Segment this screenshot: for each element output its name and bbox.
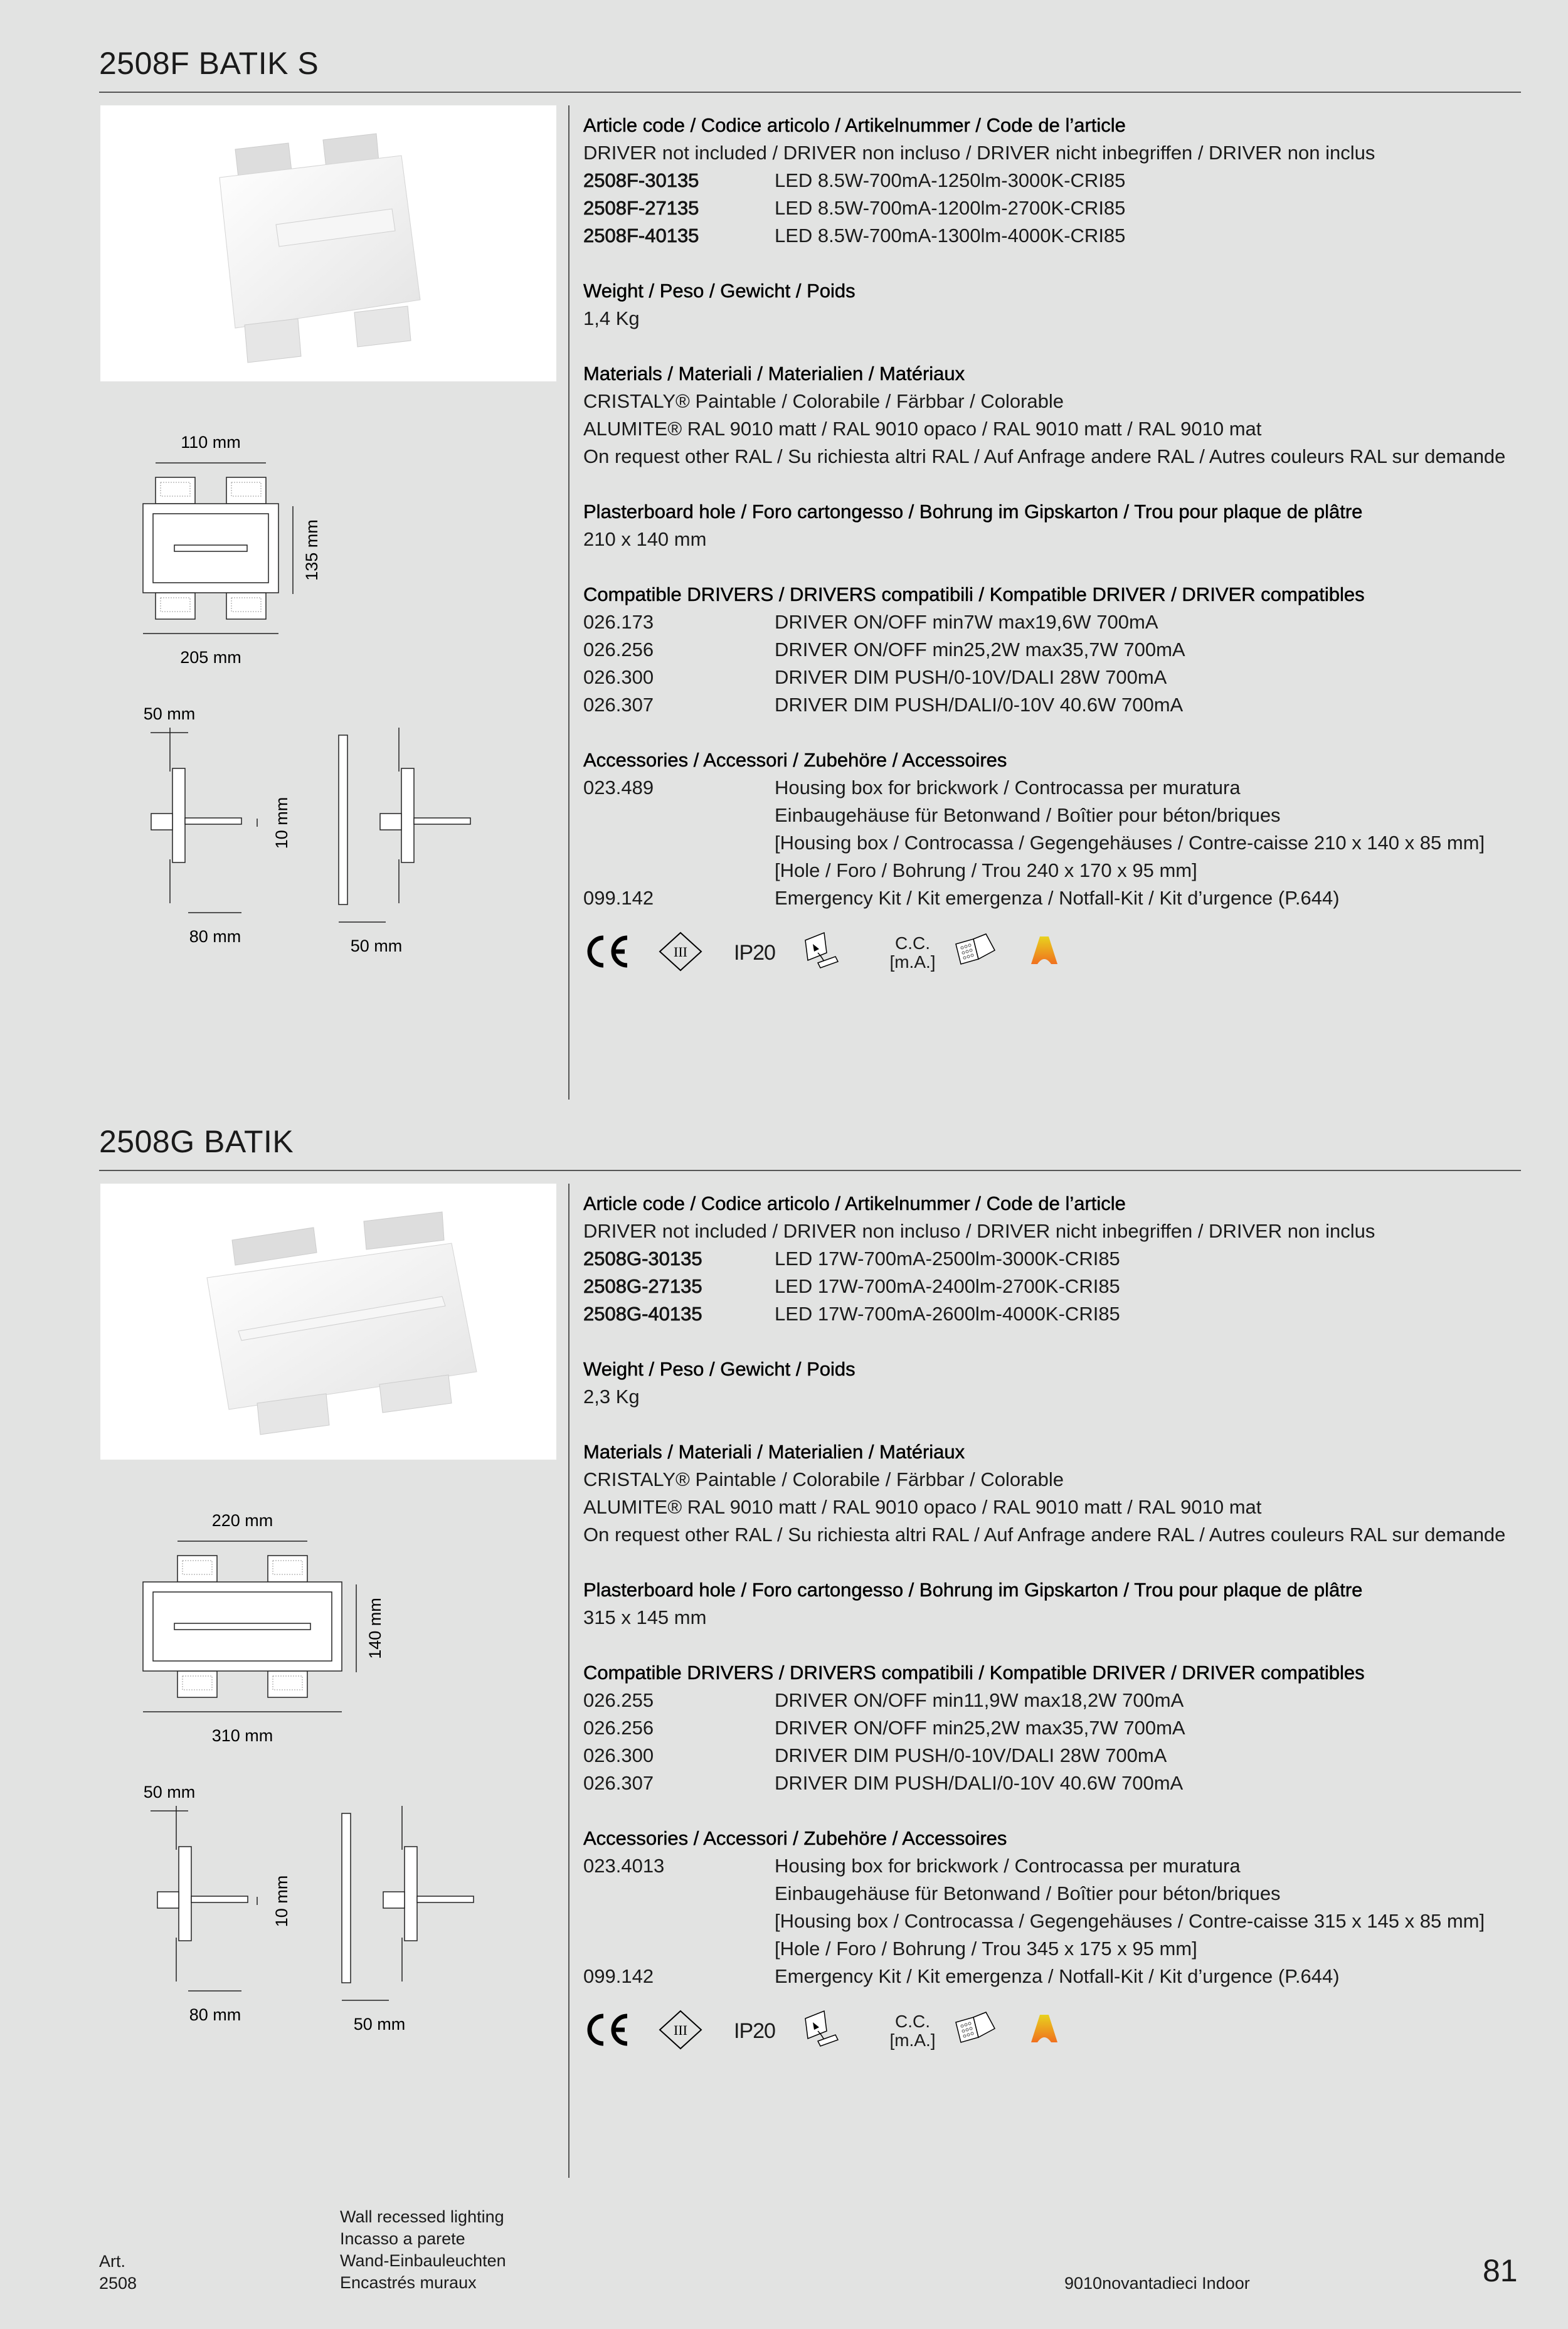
dimension-drawings xyxy=(0,0,564,1078)
accessories-description: [Hole / Foro / Bohrung / Trou 345 x 175 x 95 mm] xyxy=(775,1938,1197,1960)
accessories-description: Emergency Kit / Kit emergenza / Notfall-Kit / Kit d’urgence (P.644) xyxy=(775,1965,1340,1987)
class-iii-icon xyxy=(659,2010,734,2053)
spacer xyxy=(583,719,1524,746)
spacer xyxy=(583,1411,1524,1438)
article-heading: Article code / Codice articolo / Artikelnummer / Code de l’article xyxy=(583,114,1126,136)
article-description: LED 8.5W-700mA-1250lm-3000K-CRI85 xyxy=(775,169,1126,191)
ip-rating xyxy=(734,941,803,965)
spacer xyxy=(583,332,1524,360)
remote-driver-icon xyxy=(803,2010,872,2053)
spacer xyxy=(583,1797,1524,1825)
dimension-depth-top: 50 mm xyxy=(143,1783,196,1801)
drivers-code: 026.255 xyxy=(583,1689,654,1711)
class-iii-icon xyxy=(659,931,734,975)
drivers-description: DRIVER ON/OFF min25,2W max35,7W 700mA xyxy=(775,1717,1185,1739)
article-description: LED 17W-700mA-2400lm-2700K-CRI85 xyxy=(775,1275,1120,1297)
drivers-code: 026.256 xyxy=(583,1717,654,1739)
footer-article xyxy=(99,2251,137,2295)
drivers-description: DRIVER DIM PUSH/0-10V/DALI 28W 700mA xyxy=(775,666,1167,688)
accessories-code xyxy=(583,1935,775,1963)
article-description: LED 8.5W-700mA-1300lm-4000K-CRI85 xyxy=(775,225,1126,247)
spacer xyxy=(583,1328,1524,1355)
dimension-top-width: 220 mm xyxy=(211,1511,273,1530)
plaster-housing-icon xyxy=(953,2010,1029,2053)
weight-value: 1,4 Kg xyxy=(583,307,640,329)
dimension-height: 135 mm xyxy=(302,519,321,581)
weight-heading: Weight / Peso / Gewicht / Poids xyxy=(583,280,856,302)
materials-line: CRISTALY® Paintable / Colorabile / Färbbar / Colorable xyxy=(583,390,1064,412)
footer-category-line: Wall recessed lighting xyxy=(340,2207,504,2226)
hole-value: 210 x 140 mm xyxy=(583,528,707,550)
article-row xyxy=(583,1273,1524,1300)
dimension-depth-bottom: 80 mm xyxy=(189,2005,241,2024)
accessories-row xyxy=(583,1935,1524,1963)
accessories-heading: Accessories / Accessori / Zubehöre / Accessoires xyxy=(583,749,1007,771)
drivers-code: 026.256 xyxy=(583,639,654,661)
constant-current-ma: [m.A.] xyxy=(889,952,936,972)
accessories-description: Emergency Kit / Kit emergenza / Notfall-Kit / Kit d’urgence (P.644) xyxy=(775,887,1340,909)
column-divider xyxy=(568,105,569,1100)
article-code: 2508F-40135 xyxy=(583,225,699,247)
drivers-code: 026.300 xyxy=(583,666,654,688)
drivers-heading: Compatible DRIVERS / DRIVERS compatibili / Kompatible DRIVER / DRIVER compatibles xyxy=(583,1662,1365,1684)
ip-rating-text: IP20 xyxy=(734,940,775,965)
constant-current-label xyxy=(872,934,953,972)
driver-note: DRIVER not included / DRIVER non incluso / DRIVER nicht inbegriffen / DRIVER non inclus xyxy=(583,1220,1375,1242)
materials-line: ALUMITE® RAL 9010 matt / RAL 9010 opaco / RAL 9010 matt / RAL 9010 mat xyxy=(583,1496,1262,1518)
remote-driver-icon xyxy=(803,931,872,975)
accessories-description: [Housing box / Controcassa / Gegengehäuses / Contre-caisse 210 x 140 x 85 mm] xyxy=(775,832,1485,854)
materials-line: On request other RAL / Su richiesta altri RAL / Auf Anfrage andere RAL / Autres couleurs RAL sur demande xyxy=(583,1524,1506,1546)
alumite-logo-icon xyxy=(1029,2010,1066,2053)
accessories-code: 023.489 xyxy=(583,777,654,798)
ce-mark-icon xyxy=(583,933,659,974)
svg-text:III: III xyxy=(674,943,687,960)
accessories-row xyxy=(583,774,1524,802)
accessories-description: Einbaugehäuse für Betonwand / Boîtier pour béton/briques xyxy=(775,1882,1281,1904)
drivers-description: DRIVER DIM PUSH/DALI/0-10V 40.6W 700mA xyxy=(775,694,1184,716)
driver-note: DRIVER not included / DRIVER non incluso / DRIVER nicht inbegriffen / DRIVER non inclus xyxy=(583,142,1375,164)
accessories-code: 099.142 xyxy=(583,887,654,909)
drivers-row xyxy=(583,691,1524,719)
accessories-code xyxy=(583,1907,775,1935)
drivers-row xyxy=(583,1769,1524,1797)
specifications xyxy=(583,112,1524,912)
drivers-row xyxy=(583,608,1524,636)
dimension-depth-side: 10 mm xyxy=(272,1875,291,1928)
certification-icons xyxy=(583,931,1066,975)
article-row xyxy=(583,167,1524,194)
accessories-row xyxy=(583,857,1524,884)
article-row xyxy=(583,1300,1524,1328)
dimension-total-width: 205 mm xyxy=(180,648,241,667)
constant-current-cc: C.C. xyxy=(895,933,930,953)
accessories-code: 023.4013 xyxy=(583,1855,665,1877)
drivers-row xyxy=(583,636,1524,664)
ip-rating xyxy=(734,2019,803,2044)
drivers-row xyxy=(583,1742,1524,1769)
drivers-code: 026.300 xyxy=(583,1744,654,1766)
footer-brand: 9010novantadieci Indoor xyxy=(1064,2274,1250,2293)
drivers-row xyxy=(583,664,1524,691)
accessories-heading: Accessories / Accessori / Zubehöre / Accessoires xyxy=(583,1827,1007,1849)
spacer xyxy=(583,1631,1524,1659)
accessories-description: [Hole / Foro / Bohrung / Trou 240 x 170 x 95 mm] xyxy=(775,859,1197,881)
article-row xyxy=(583,194,1524,222)
drivers-row xyxy=(583,1687,1524,1714)
drivers-code: 026.307 xyxy=(583,694,654,716)
weight-value: 2,3 Kg xyxy=(583,1386,640,1408)
drivers-code: 026.307 xyxy=(583,1772,654,1794)
dimension-depth-bottom: 80 mm xyxy=(189,927,241,946)
article-row xyxy=(583,222,1524,250)
specifications xyxy=(583,1190,1524,1990)
materials-line: On request other RAL / Su richiesta altri RAL / Auf Anfrage andere RAL / Autres couleurs RAL sur demande xyxy=(583,445,1506,467)
dimension-top-width: 110 mm xyxy=(181,433,241,452)
accessories-code xyxy=(583,802,775,829)
constant-current-label xyxy=(872,2012,953,2050)
accessories-code: 099.142 xyxy=(583,1965,654,1987)
page-number: 81 xyxy=(1483,2253,1518,2288)
product-section xyxy=(0,0,1568,1078)
drivers-description: DRIVER DIM PUSH/0-10V/DALI 28W 700mA xyxy=(775,1744,1167,1766)
accessories-description: Housing box for brickwork / Controcassa per muratura xyxy=(775,777,1241,798)
accessories-code xyxy=(583,829,775,857)
product-title: 2508F BATIK S xyxy=(99,46,319,81)
footer-art-number: 2508 xyxy=(99,2274,137,2293)
accessories-description: [Housing box / Controcassa / Gegengehäuses / Contre-caisse 315 x 145 x 85 mm] xyxy=(775,1910,1485,1932)
article-description: LED 17W-700mA-2500lm-3000K-CRI85 xyxy=(775,1248,1120,1270)
dimension-height: 140 mm xyxy=(366,1598,384,1659)
drivers-row xyxy=(583,1714,1524,1742)
hole-heading: Plasterboard hole / Foro cartongesso / Bohrung im Gipskarton / Trou pour plaque de plâtre xyxy=(583,501,1363,523)
materials-heading: Materials / Materiali / Materialien / Matériaux xyxy=(583,363,965,385)
drivers-description: DRIVER DIM PUSH/DALI/0-10V 40.6W 700mA xyxy=(775,1772,1184,1794)
product-section xyxy=(0,1078,1568,2157)
article-code: 2508F-27135 xyxy=(583,197,699,219)
spacer xyxy=(583,1549,1524,1576)
accessories-row xyxy=(583,1852,1524,1880)
materials-line: ALUMITE® RAL 9010 matt / RAL 9010 opaco / RAL 9010 matt / RAL 9010 mat xyxy=(583,418,1262,440)
constant-current-cc: C.C. xyxy=(895,2012,930,2031)
weight-heading: Weight / Peso / Gewicht / Poids xyxy=(583,1358,856,1380)
footer-category-line: Encastrés muraux xyxy=(340,2273,477,2292)
dimension-depth-side: 10 mm xyxy=(272,797,291,849)
footer-category-line: Wand-Einbauleuchten xyxy=(340,2251,506,2270)
article-row xyxy=(583,1245,1524,1273)
column-divider xyxy=(568,1184,569,2178)
article-code: 2508F-30135 xyxy=(583,169,699,191)
product-title: 2508G BATIK xyxy=(99,1124,294,1159)
ce-mark-icon xyxy=(583,2011,659,2052)
drivers-code: 026.173 xyxy=(583,611,654,633)
dimension-total-width: 310 mm xyxy=(211,1726,273,1745)
article-code: 2508G-27135 xyxy=(583,1275,702,1297)
dimension-depth-top: 50 mm xyxy=(143,704,196,723)
drivers-heading: Compatible DRIVERS / DRIVERS compatibili / Kompatible DRIVER / DRIVER compatibles xyxy=(583,583,1365,605)
accessories-code xyxy=(583,1880,775,1907)
materials-line: CRISTALY® Paintable / Colorabile / Färbbar / Colorable xyxy=(583,1468,1064,1490)
dimension-wall-depth: 50 mm xyxy=(350,936,403,955)
dimension-drawings xyxy=(0,1078,564,2157)
materials-heading: Materials / Materiali / Materialien / Matériaux xyxy=(583,1441,965,1463)
article-code: 2508G-40135 xyxy=(583,1303,702,1325)
certification-icons xyxy=(583,2009,1066,2053)
drivers-description: DRIVER ON/OFF min25,2W max35,7W 700mA xyxy=(775,639,1185,661)
footer-art-label: Art. xyxy=(99,2252,126,2271)
accessories-description: Housing box for brickwork / Controcassa per muratura xyxy=(775,1855,1241,1877)
accessories-row xyxy=(583,1880,1524,1907)
hole-value: 315 x 145 mm xyxy=(583,1606,707,1628)
drivers-description: DRIVER ON/OFF min11,9W max18,2W 700mA xyxy=(775,1689,1184,1711)
hole-heading: Plasterboard hole / Foro cartongesso / Bohrung im Gipskarton / Trou pour plaque de plâtre xyxy=(583,1579,1363,1601)
accessories-row xyxy=(583,829,1524,857)
dimension-wall-depth: 50 mm xyxy=(353,2015,406,2034)
accessories-row xyxy=(583,884,1524,912)
constant-current-ma: [m.A.] xyxy=(889,2030,936,2050)
footer-category xyxy=(340,2206,506,2294)
accessories-row xyxy=(583,1963,1524,1990)
accessories-description: Einbaugehäuse für Betonwand / Boîtier pour béton/briques xyxy=(775,804,1281,826)
drivers-description: DRIVER ON/OFF min7W max19,6W 700mA xyxy=(775,611,1158,633)
article-description: LED 8.5W-700mA-1200lm-2700K-CRI85 xyxy=(775,197,1126,219)
article-code: 2508G-30135 xyxy=(583,1248,702,1270)
accessories-code xyxy=(583,857,775,884)
spacer xyxy=(583,470,1524,498)
accessories-row xyxy=(583,802,1524,829)
svg-text:III: III xyxy=(674,2022,687,2038)
spacer xyxy=(583,553,1524,581)
spacer xyxy=(583,250,1524,277)
plaster-housing-icon xyxy=(953,931,1029,975)
alumite-logo-icon xyxy=(1029,931,1066,975)
article-description: LED 17W-700mA-2600lm-4000K-CRI85 xyxy=(775,1303,1120,1325)
ip-rating-text: IP20 xyxy=(734,2019,775,2043)
footer-category-line: Incasso a parete xyxy=(340,2229,465,2248)
article-heading: Article code / Codice articolo / Artikelnummer / Code de l’article xyxy=(583,1192,1126,1214)
accessories-row xyxy=(583,1907,1524,1935)
